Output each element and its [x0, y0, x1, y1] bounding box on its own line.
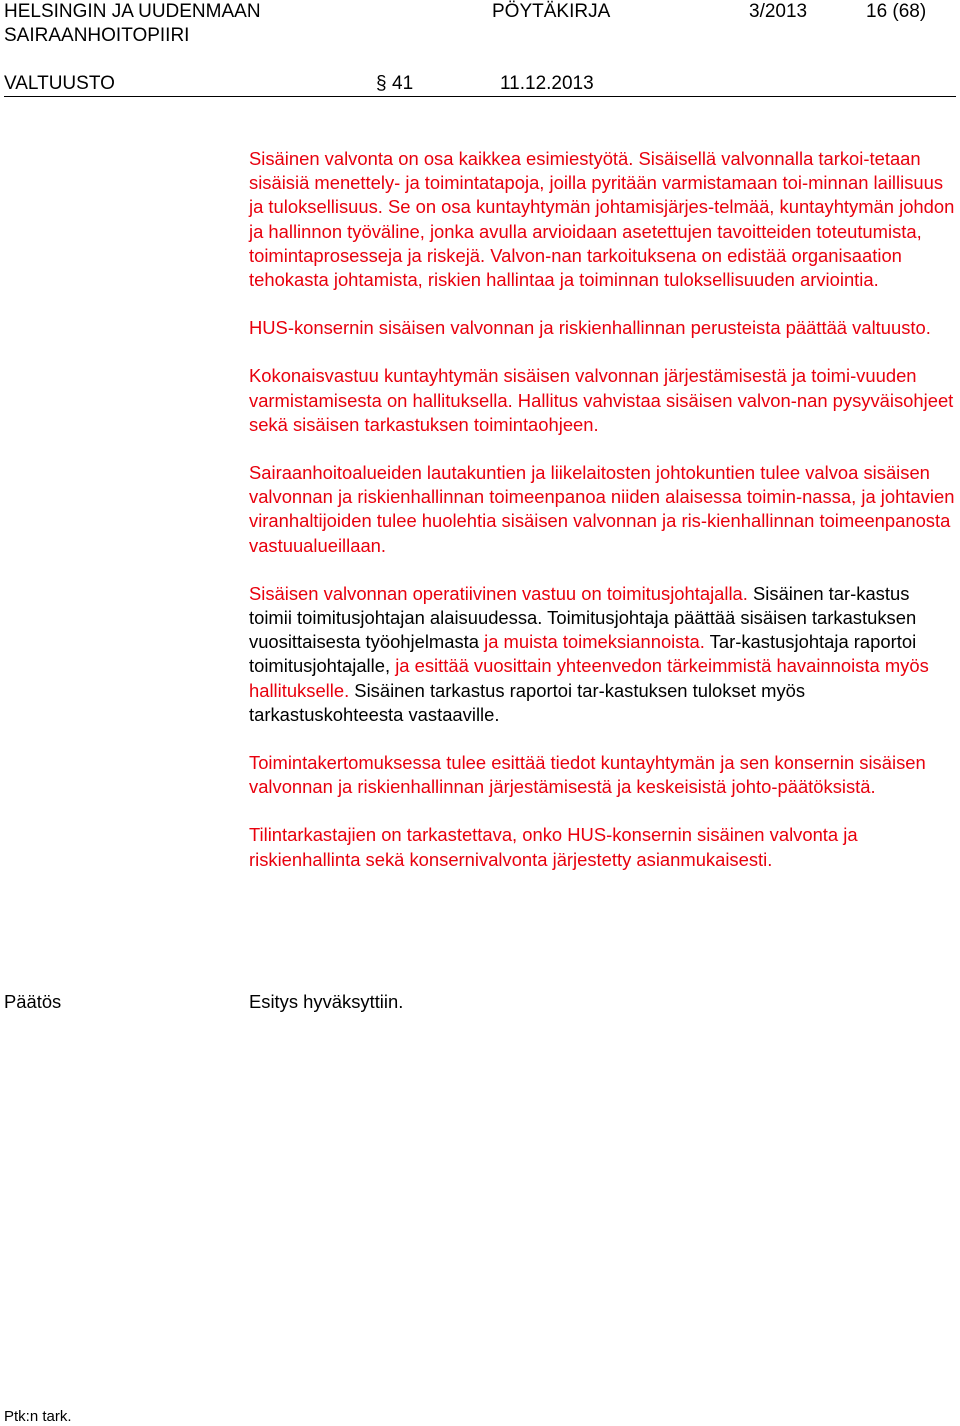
meeting-date: 11.12.2013 [500, 73, 594, 94]
paragraph-7 [249, 823, 955, 871]
paragraph-4-segment-1: Sairaanhoitoalueiden lautakuntien ja liikelaitosten johtokuntien tulee valvoa sisäisen valvonnan ja riskienhallinnan toimeenpanoa niiden alaisessa toimin-nassa, ja johtavien viranhaltijoiden tulee huolehtia sisäisen valvonnan ja ris-kienhallinnan toimeenpanosta vastuualueillaan. [249, 462, 955, 556]
footer-initials-label: Ptk:n tark. [4, 1408, 72, 1425]
decision-text: Esitys hyväksyttiin. [249, 991, 404, 1012]
paragraph-5-segment-1: Sisäisen valvonnan operatiivinen vastuu on toimitusjohtajalla. [249, 582, 748, 604]
decision-label: Päätös [4, 991, 62, 1012]
paragraph-2-segment-1: HUS-konsernin sisäisen valvonnan ja riskienhallinnan perusteista päättää valtuusto. [249, 317, 931, 339]
body-name: VALTUUSTO [4, 73, 115, 94]
paragraph-5-segment-5: ja esittää vuosittain yhteenvedon tärkeimmistä havainnoista myös hallitukselle. [249, 655, 929, 701]
org-name-line1: HELSINGIN JA UUDENMAAN [4, 1, 261, 22]
paragraph-5-segment-3: ja muista toimeksiannoista. [484, 631, 705, 653]
page-number: 16 (68) [866, 1, 927, 22]
paragraph-4 [249, 461, 955, 558]
paragraph-6 [249, 751, 955, 799]
paragraph-7-segment-1: Tilintarkastajien on tarkastettava, onko HUS-konsernin sisäinen valvonta ja riskienhallinta sekä konsernivalvonta järjestetty asianmukaisesti. [249, 824, 858, 870]
section-number: 41 [392, 73, 414, 94]
paragraph-5-segment-2: Sisäinen tar-kastus toimii toimitusjohtajan alaisuudessa. Toimitusjohtaja päättää sisäisen tarkastuksen vuosittaisesta työohjelmasta [249, 582, 917, 653]
paragraph-5 [249, 582, 955, 727]
paragraph-3 [249, 364, 955, 437]
header-divider [4, 96, 956, 97]
section-symbol: § [376, 73, 387, 94]
paragraph-1-segment-1: Sisäinen valvonta on osa kaikkea esimiestyötä. Sisäisellä valvonnalla tarkoi-tetaan sisäisiä menettely- ja toimintatapoja, joilla pyritään varmistamaan toi-minnan laillisuus ja tuloksellisuus. Se on osa kuntayhtymän johtamisjärjes-telmää, kuntayhtymän johdon ja hallinnon työväline, jonka avulla arvioidaan asetettujen tavoitteiden toteutumista, toimintaprosesseja ja riskejä. Valvon-nan tarkoituksena on edistää organisaation tehokasta johtamista, riskien hallintaa ja toiminnan tuloksellisuuden arviointia. [249, 148, 955, 291]
paragraph-5-segment-4: Tar-kastusjohtaja raportoi toimitusjohtajalle, [249, 631, 917, 677]
paragraph-5-segment-6: Sisäinen tarkastus raportoi tar-kastuksen tulokset myös tarkastuskohteesta vastaaville. [249, 679, 806, 725]
doc-number: 3/2013 [749, 1, 808, 22]
paragraph-6-segment-1: Toimintakertomuksessa tulee esittää tiedot kuntayhtymän ja sen konsernin sisäisen valvonnan ja riskienhallinnan järjestämisestä ja keskeisistä johto-päätöksistä. [249, 752, 926, 798]
paragraph-3-segment-1: Kokonaisvastuu kuntayhtymän sisäisen valvonnan järjestämisestä ja toimi-vuuden varmistamisesta on hallituksella. Hallitus vahvistaa sisäisen valvon-nan pysyväisohjeet sekä sisäisen tarkastuksen toimintaohjeen. [249, 365, 954, 435]
doc-type: PÖYTÄKIRJA [492, 1, 611, 22]
paragraph-1 [249, 147, 955, 292]
org-name-line2: SAIRAANHOITOPIIRI [4, 25, 190, 46]
document-body [249, 147, 955, 896]
paragraph-2 [249, 316, 955, 340]
